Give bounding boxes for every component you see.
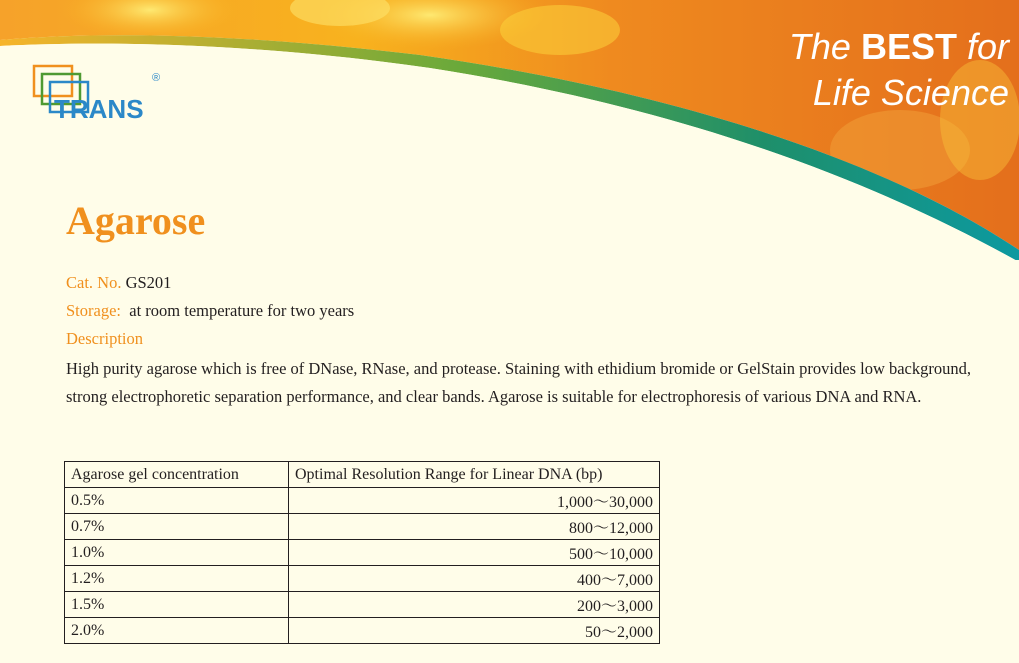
range-cell: 200～3,000 [289, 592, 660, 618]
catalog-number [66, 273, 171, 293]
trans-logo [32, 60, 172, 130]
registered-mark: ® [152, 72, 161, 84]
range-cell: 1,000～30,000 [289, 488, 660, 514]
header-concentration: Agarose gel concentration [65, 462, 289, 488]
table-row [65, 592, 660, 618]
cat-value: GS201 [121, 273, 172, 292]
concentration-cell: 1.5% [65, 592, 289, 618]
concentration-cell: 1.2% [65, 566, 289, 592]
concentration-cell: 0.7% [65, 514, 289, 540]
header-resolution-range: Optimal Resolution Range for Linear DNA (bp) [289, 462, 660, 488]
table-row [65, 488, 660, 514]
range-cell: 800～12,000 [289, 514, 660, 540]
range-cell: 500～10,000 [289, 540, 660, 566]
product-title: Agarose [66, 198, 206, 243]
table-row [65, 618, 660, 644]
concentration-cell: 0.5% [65, 488, 289, 514]
concentration-cell: 2.0% [65, 618, 289, 644]
tagline-line2: Life Science [812, 72, 1009, 113]
table-row [65, 540, 660, 566]
table-row [65, 514, 660, 540]
tagline [789, 24, 1009, 116]
table-row [65, 566, 660, 592]
table-header-row [65, 462, 660, 488]
logo-wordmark: TRANS [54, 94, 144, 124]
concentration-cell: 1.0% [65, 540, 289, 566]
description-heading: Description [66, 329, 143, 348]
range-cell: 50～2,000 [289, 618, 660, 644]
tagline-best: BEST [860, 26, 957, 67]
cat-label: Cat. No. [66, 273, 122, 292]
storage-info [66, 301, 354, 321]
resolution-table [64, 461, 660, 644]
storage-label: Storage: [66, 301, 121, 320]
range-cell: 400～7,000 [289, 566, 660, 592]
tagline-suffix: for [956, 26, 1009, 67]
tagline-line1 [789, 24, 1009, 70]
storage-value: at room temperature for two years [121, 301, 355, 320]
tagline-prefix: The [788, 26, 861, 67]
description-text: High purity agarose which is free of DNase, RNase, and protease. Staining with ethidium bromide or GelStain provides low background, strong electrophoretic separation performance, and clear bands. Agarose is suitable for electrophoresis of various DNA and RNA. [66, 359, 972, 406]
